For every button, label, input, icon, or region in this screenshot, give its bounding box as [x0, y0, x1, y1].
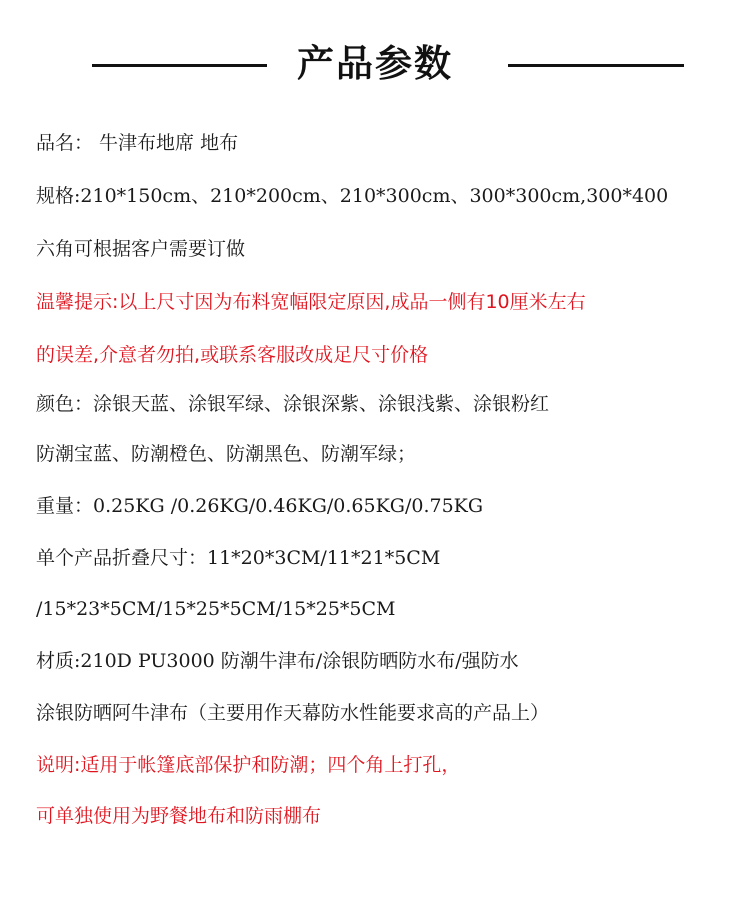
- folded-size-line-2: /15*23*5CM/15*25*5CM/15*25*5CM: [36, 598, 396, 620]
- material-line-1: 材质:210D PU3000 防潮牛津布/涂银防晒防水布/强防水: [36, 650, 519, 672]
- weight-line: 重量：0.25KG /0.26KG/0.46KG/0.65KG/0.75KG: [36, 495, 484, 517]
- usage-line-2: 可单独使用为野餐地布和防雨棚布: [36, 805, 322, 827]
- page-title: 产品参数: [297, 42, 453, 85]
- folded-size-line-1: 单个产品折叠尺寸：11*20*3CM/11*21*5CM: [36, 547, 441, 569]
- size-spec-line: 规格:210*150cm、210*200cm、210*300cm、300*300cm,300*400: [36, 185, 669, 207]
- heading-rule-right: [508, 64, 684, 67]
- warning-line-2: 的误差,介意者勿拍,或联系客服改成足尺寸价格: [36, 344, 429, 366]
- colors-line-2: 防潮宝蓝、防潮橙色、防潮黑色、防潮军绿；: [36, 443, 417, 465]
- colors-line-1: 颜色：涂银天蓝、涂银军绿、涂银深紫、涂银浅紫、涂银粉红: [36, 393, 550, 415]
- material-line-2: 涂银防晒阿牛津布（主要用作天幕防水性能要求高的产品上）: [36, 702, 550, 724]
- product-name-line: 品名： 牛津布地席 地布: [36, 132, 239, 154]
- warning-line-1: 温馨提示:以上尺寸因为布料宽幅限定原因,成品一侧有10厘米左右: [36, 291, 586, 313]
- usage-line-1: 说明:适用于帐篷底部保护和防潮；四个角上打孔，: [36, 754, 461, 776]
- section-heading: [0, 34, 750, 94]
- custom-order-line: 六角可根据客户需要订做: [36, 238, 246, 260]
